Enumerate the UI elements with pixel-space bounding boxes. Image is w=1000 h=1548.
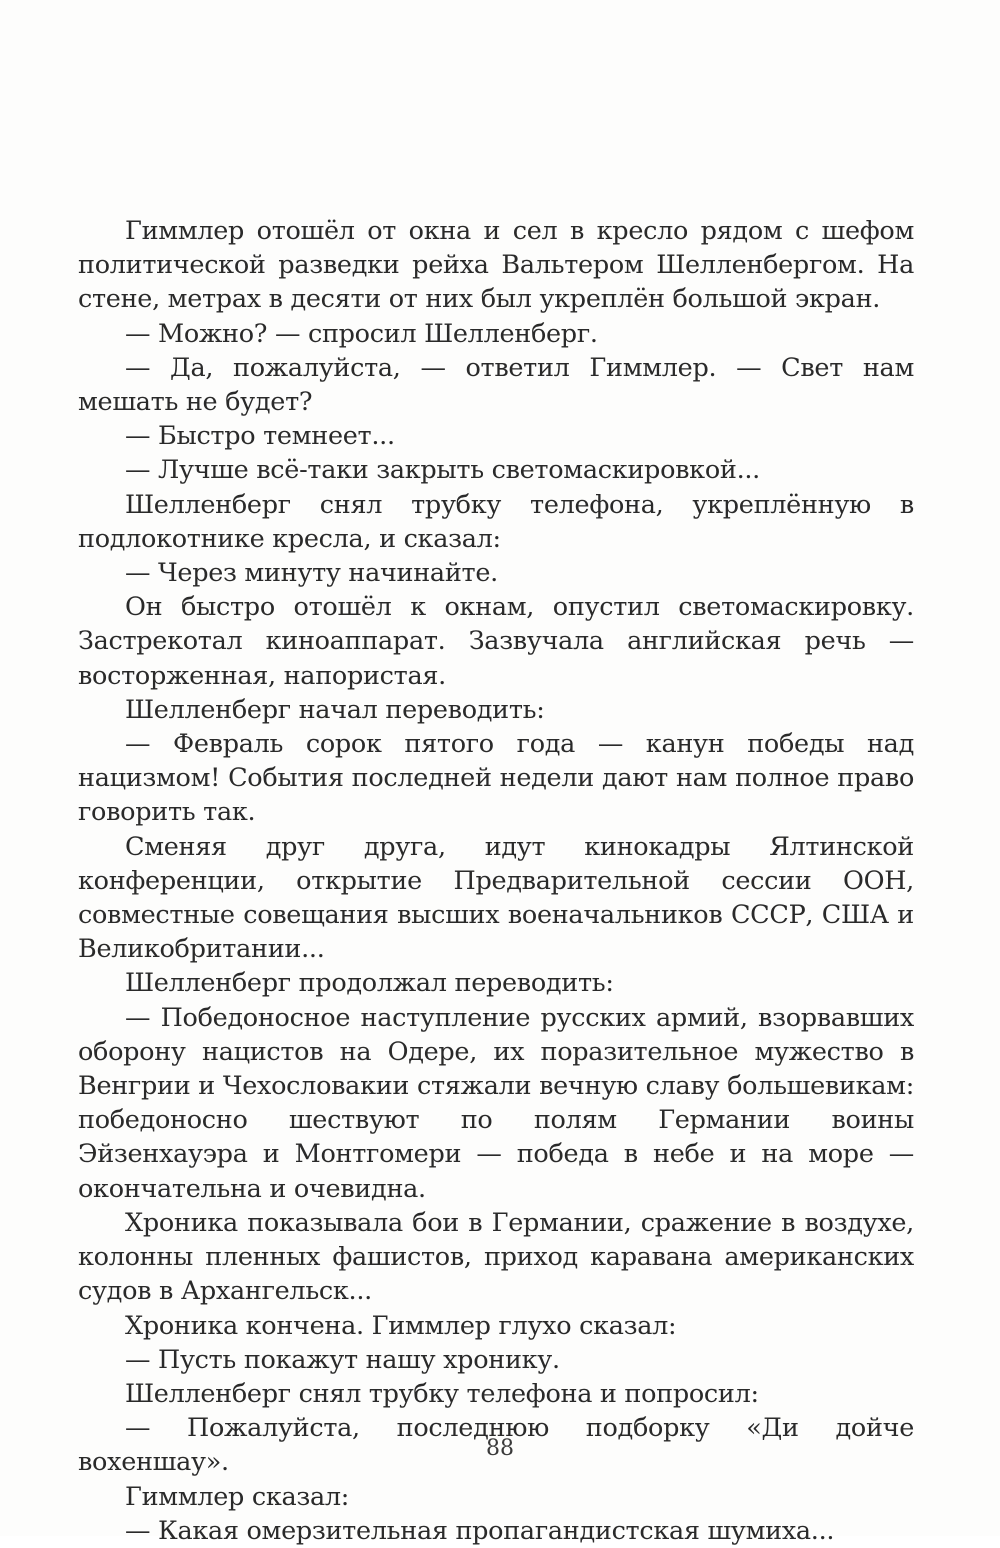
paragraph: — Лучше всё-таки закрыть светомаскировкой... <box>125 455 760 486</box>
paragraph: — Пожалуйста, последнюю подборку «Ди дойче воxеншау». <box>78 1413 914 1478</box>
paragraph: Шелленберг продолжал переводить: <box>125 968 614 999</box>
paragraph: Хроника показывала бои в Германии, сражение в воздухе, колонны пленных фашистов, приход каравана американских судов в Архангельск... <box>78 1207 914 1307</box>
paragraph: Он быстро отошёл к окнам, опустил светомаскировку. Застрекотал киноаппарат. Зазвучала английская речь — восторженная, напористая. <box>78 592 914 691</box>
paragraph: — Победоносное наступление русских армий, взорвавших оборону нацистов на Одере, их поразительное мужество в Венгрии и Чехословакии стяжали вечную славу большевикам: победоносно шествуют по полям Германии воины Эйзенхауэра и Монтгомери — победа в небе и на море — окончательна и очевидна. <box>78 1002 914 1204</box>
paragraph: Сменяя друг друга, идут кинокадры Ялтинской конференции, открытие Предварительной сессии ООН, совместные совещания высших военачальников СССР, США и Великобритании... <box>78 831 914 965</box>
page-number: 88 <box>486 1436 514 1461</box>
paragraph: — Какая омерзительная пропагандистская шумиха... <box>125 1515 835 1546</box>
paragraph: Гиммлер отошёл от окна и сел в кресло рядом с шефом политической разведки рейха Вальтером Шелленбергом. На стене, метрах в десяти от них был укреплён большой экран. <box>78 216 914 315</box>
paragraph: — Быстро темнеет... <box>125 421 395 452</box>
paragraph: Хроника кончена. Гиммлер глухо сказал: <box>125 1310 677 1341</box>
paragraph: — Да, пожалуйста, — ответил Гиммлер. — Свет нам мешать не будет? <box>78 352 914 418</box>
paragraph: Гиммлер сказал: <box>125 1481 350 1512</box>
paragraph: Шелленберг снял трубку телефона, укреплённую в подлокотнике кресла, и сказал: <box>78 489 914 554</box>
body-text <box>78 214 914 1548</box>
paragraph: Шелленберг начал переводить: <box>125 694 545 725</box>
paragraph: Шелленберг снял трубку телефона и попросил: <box>125 1378 759 1409</box>
paragraph: — Через минуту начинайте. <box>125 558 498 589</box>
paragraph: — Февраль сорок пятого года — канун победы над нацизмом! События последней недели дают нам полное право говорить так. <box>78 729 914 828</box>
paragraph: — Пусть покажут нашу хронику. <box>125 1344 560 1375</box>
paragraph: — Можно? — спросил Шелленберг. <box>125 318 598 349</box>
